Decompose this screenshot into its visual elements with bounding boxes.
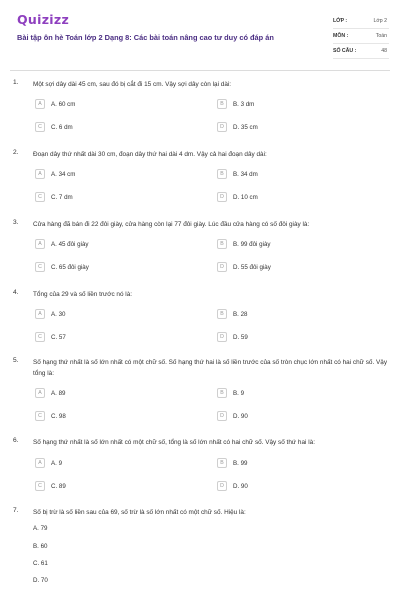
option-text: D. 90 [233, 413, 248, 420]
option-letter-badge: A [35, 388, 45, 398]
option-c[interactable]: C. 61 [33, 560, 48, 567]
option-c[interactable] [35, 411, 195, 422]
meta-label: SỐ CÂU : [333, 48, 357, 54]
option-text: B. 3 dm [233, 101, 255, 108]
option-letter-badge: A [35, 169, 45, 179]
option-text: A. 60 cm [51, 101, 76, 108]
option-d[interactable] [217, 411, 377, 422]
option-a[interactable] [35, 309, 195, 320]
option-text: D. 55 đôi giày [233, 264, 271, 271]
meta-grade-row [333, 14, 389, 29]
option-letter-badge: B [217, 458, 227, 468]
option-text: B. 34 dm [233, 171, 258, 178]
option-letter-badge: B [217, 388, 227, 398]
option-b[interactable] [217, 458, 377, 469]
option-letter-badge: D [217, 332, 227, 342]
option-letter-badge: C [35, 122, 45, 132]
option-letter-badge: D [217, 122, 227, 132]
meta-value: Toán [375, 33, 387, 39]
option-text: B. 9 [233, 390, 245, 397]
option-b[interactable]: B. 60 [33, 543, 48, 550]
option-a[interactable] [35, 169, 195, 180]
option-d[interactable]: D. 70 [33, 577, 48, 584]
question-number: 3. [13, 219, 19, 226]
question-text: Số hạng thứ nhất là số lớn nhất có một chữ số, tổng là số lớn nhất có hai chữ số. Vậy số thứ hai là: [33, 439, 315, 446]
option-letter-badge: B [217, 99, 227, 109]
option-letter-badge: C [35, 262, 45, 272]
meta-count-row [333, 44, 389, 59]
question-text: Tổng của 29 và số liền trước nó là: [33, 291, 133, 298]
option-letter-badge: D [217, 192, 227, 202]
option-letter-badge: C [35, 192, 45, 202]
option-a[interactable] [35, 239, 195, 250]
option-c[interactable] [35, 332, 195, 343]
option-letter-badge: A [35, 239, 45, 249]
option-text: C. 98 [51, 413, 66, 420]
option-text: C. 6 dm [51, 124, 73, 131]
option-text: D. 10 cm [233, 194, 258, 201]
worksheet-meta [333, 14, 389, 59]
option-a[interactable]: A. 79 [33, 525, 48, 532]
meta-value: Lớp 2 [373, 18, 387, 24]
option-text: C. 89 [51, 483, 66, 490]
option-text: B. 28 [233, 311, 248, 318]
option-text: A. 45 đôi giày [51, 241, 89, 248]
option-b[interactable] [217, 99, 377, 110]
option-text: A. 9 [51, 460, 63, 467]
option-text: D. 59 [233, 334, 248, 341]
meta-subject-row [333, 29, 389, 44]
option-text: B. 99 đôi giày [233, 241, 271, 248]
option-text: A. 30 [51, 311, 66, 318]
option-b[interactable] [217, 309, 377, 320]
option-text: C. 57 [51, 334, 66, 341]
header-divider [10, 70, 390, 71]
meta-label: MÔN : [333, 33, 349, 39]
option-text: C. 65 đôi giày [51, 264, 89, 271]
option-letter-badge: C [35, 411, 45, 421]
question-text: Số bị trừ là số liền sau của 69, số trừ là số lớn nhất có một chữ số. Hiệu là: [33, 509, 246, 516]
option-text: A. 89 [51, 390, 66, 397]
option-letter-badge: A [35, 309, 45, 319]
question-number: 6. [13, 437, 19, 444]
option-a[interactable] [35, 99, 195, 110]
option-b[interactable] [217, 239, 377, 250]
option-b[interactable] [217, 388, 377, 399]
option-a[interactable] [35, 388, 195, 399]
quizizz-logo: Quizizz [17, 12, 70, 27]
question-text: Cửa hàng đã bán đi 22 đôi giày, cửa hàng còn lại 77 đôi giày. Lúc đầu cửa hàng có số đôi giày là: [33, 221, 310, 228]
question-number: 5. [13, 357, 19, 364]
option-letter-badge: D [217, 262, 227, 272]
option-letter-badge: B [217, 309, 227, 319]
option-d[interactable] [217, 192, 377, 203]
meta-value: 48 [381, 48, 387, 54]
option-letter-badge: B [217, 239, 227, 249]
option-c[interactable] [35, 262, 195, 273]
option-c[interactable] [35, 481, 195, 492]
option-d[interactable] [217, 332, 377, 343]
option-letter-badge: D [217, 481, 227, 491]
option-text: D. 90 [233, 483, 248, 490]
option-text: A. 34 cm [51, 171, 76, 178]
question-number: 1. [13, 79, 19, 86]
option-c[interactable] [35, 192, 195, 203]
option-letter-badge: A [35, 99, 45, 109]
option-text: D. 35 cm [233, 124, 258, 131]
option-letter-badge: C [35, 481, 45, 491]
question-text: Đoạn dây thứ nhất dài 30 cm, đoạn dây thứ hai dài 4 dm. Vậy cả hai đoạn dây dài: [33, 151, 267, 158]
question-text: Một sợi dây dài 45 cm, sau đó bị cắt đi 15 cm. Vậy sợi dây còn lại dài: [33, 81, 232, 88]
option-d[interactable] [217, 262, 377, 273]
worksheet-header [0, 0, 400, 62]
option-text: C. 7 dm [51, 194, 73, 201]
option-a[interactable] [35, 458, 195, 469]
option-d[interactable] [217, 481, 377, 492]
option-letter-badge: C [35, 332, 45, 342]
question-text: Số hạng thứ nhất là số lớn nhất có một chữ số. Số hạng thứ hai là số liền trước của số tròn chục lớn nhất có hai chữ số. Vậy tổng là: [33, 359, 388, 377]
option-text: B. 99 [233, 460, 248, 467]
worksheet-title: Bài tập ôn hè Toán lớp 2 Dạng 8: Các bài toán nâng cao tư duy có đáp án [17, 33, 274, 42]
meta-label: LỚP : [333, 18, 348, 24]
question-number: 4. [13, 289, 19, 296]
option-d[interactable] [217, 122, 377, 133]
option-b[interactable] [217, 169, 377, 180]
question-number: 2. [13, 149, 19, 156]
option-letter-badge: D [217, 411, 227, 421]
option-letter-badge: B [217, 169, 227, 179]
question-number: 7. [13, 507, 19, 514]
option-c[interactable] [35, 122, 195, 133]
option-letter-badge: A [35, 458, 45, 468]
